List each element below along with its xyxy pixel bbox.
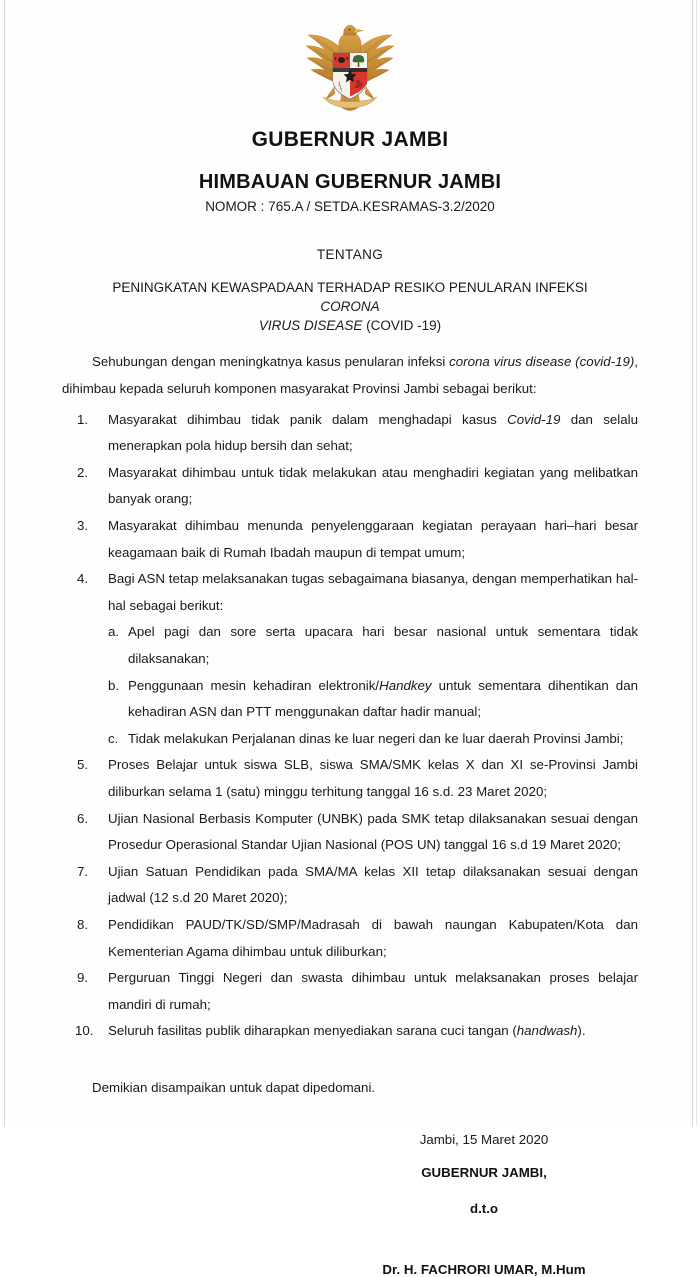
sub-list-item-marker: b. xyxy=(108,677,120,693)
sub-list-item-marker: c. xyxy=(108,730,119,746)
list-item xyxy=(62,965,638,1018)
subject-heading xyxy=(62,278,638,335)
subject-line1-italic: CORONA xyxy=(320,299,380,315)
document-title: HIMBAUAN GUBERNUR JAMBI xyxy=(198,171,502,193)
list-item-text-a: Bagi ASN tetap melaksanakan tugas sebagaimana biasanya, dengan memperhatikan hal-hal sebagai berikut: xyxy=(108,571,638,613)
subject-line2-italic: VIRUS DISEASE xyxy=(258,318,363,334)
list-item xyxy=(62,1018,638,1045)
office-heading: GUBERNUR JAMBI xyxy=(251,128,449,151)
list-item xyxy=(62,407,638,460)
intro-paragraph xyxy=(62,349,638,402)
closing-text: Demikian disampaikan untuk dapat dipedomani. xyxy=(92,1079,376,1095)
list-item xyxy=(62,912,638,965)
list-item xyxy=(62,513,638,566)
list-item-marker: 1. xyxy=(77,411,89,427)
subject-line1-plain: PENINGKATAN KEWASPADAAN TERHADAP RESIKO PENULARAN INFEKSI xyxy=(112,280,588,295)
signature-title: GUBERNUR JAMBI, xyxy=(421,1164,547,1180)
sub-list-item-marker: a. xyxy=(108,624,120,640)
list-item-text-a: Proses Belajar untuk siswa SLB, siswa SMA/SMK kelas X dan XI se-Provinsi Jambi diliburkan selama 1 (satu) minggu terhitung tanggal 16 s.d. 23 Maret 2020; xyxy=(108,757,638,799)
intro-part1: Sehubungan dengan meningkatnya kasus penularan infeksi xyxy=(92,354,450,370)
list-item-marker: 6. xyxy=(77,810,89,826)
list-item-text-a: Pendidikan PAUD/TK/SD/SMP/Madrasah di bawah naungan Kabupaten/Kota dan Kementerian Agama dihimbau untuk diliburkan; xyxy=(108,916,638,959)
sub-list-item-italic: Handkey xyxy=(379,677,432,693)
himbauan-list xyxy=(62,407,638,1045)
about-label: TENTANG xyxy=(316,247,384,262)
list-item-marker: 7. xyxy=(77,863,89,879)
intro-italic: corona virus disease (covid-19) xyxy=(449,354,635,370)
list-item-text-a: Perguruan Tinggi Negeri dan swasta dihimbau untuk melaksanakan proses belajar mandiri di rumah; xyxy=(108,970,638,1012)
list-item-text-a: Masyarakat dihimbau untuk tidak melakukan atau menghadiri kegiatan yang melibatkan banyak orang; xyxy=(108,464,638,507)
sub-list xyxy=(108,619,638,752)
sub-list-item-text-a: Penggunaan mesin kehadiran elektronik/ xyxy=(128,677,380,693)
sub-list-item xyxy=(108,673,638,726)
sub-list-item-text-a: Apel pagi dan sore serta upacara hari besar nasional untuk sementara tidak dilaksanakan; xyxy=(128,624,638,666)
emblem-container xyxy=(62,0,638,118)
list-item-text-a: Masyarakat dihimbau menunda penyelenggaraan kegiatan perayaan hari–hari besar keagamaan baik di Rumah Ibadah maupun di tempat umum; xyxy=(108,518,638,560)
list-item-text-b: dan selalu menerapkan pola hidup bersih dan sehat; xyxy=(108,411,638,454)
sub-list-item-text-a: Tidak melakukan Perjalanan dinas ke luar negeri dan ke luar daerah Provinsi Jambi; xyxy=(128,730,624,746)
signature-block xyxy=(334,1132,634,1277)
signature-name: Dr. H. FACHRORI UMAR, M.Hum xyxy=(382,1261,586,1277)
subject-line2-plain: (COVID -19) xyxy=(362,318,442,334)
list-item-marker: 5. xyxy=(77,757,89,773)
list-item-marker: 2. xyxy=(77,464,89,480)
intro-part2: , dihimbau kepada seluruh komponen masyarakat Provinsi Jambi sebagai berikut: xyxy=(62,354,638,397)
list-item-text-a: Ujian Nasional Berbasis Komputer (UNBK) pada SMK tetap dilaksanakan sesuai dengan Prosedur Operasional Standar Ujian Nasional (POS UN) tanggal 16 s.d 19 Maret 2020; xyxy=(108,810,638,853)
list-item-marker: 10. xyxy=(75,1023,94,1039)
list-item xyxy=(62,859,638,912)
signature-place-date: Jambi, 15 Maret 2020 xyxy=(419,1131,549,1147)
list-item-marker: 9. xyxy=(77,970,89,986)
garuda-pancasila-emblem xyxy=(297,20,403,118)
list-item-text-b: ). xyxy=(577,1023,586,1039)
list-item-text-a: Seluruh fasilitas publik diharapkan menyediakan sarana cuci tangan ( xyxy=(108,1023,517,1039)
list-item-marker: 3. xyxy=(77,518,89,534)
list-item-text-a: Ujian Satuan Pendidikan pada SMA/MA kelas XII tetap dilaksanakan sesuai dengan jadwal (12 s.d 20 Maret 2020); xyxy=(108,863,638,906)
list-item xyxy=(62,566,638,752)
list-item xyxy=(62,806,638,859)
list-item-italic: handwash xyxy=(516,1023,578,1039)
list-item-italic: Covid-19 xyxy=(507,411,561,427)
list-item-text-a: Masyarakat dihimbau tidak panik dalam menghadapi kasus xyxy=(108,411,508,427)
list-item xyxy=(62,460,638,513)
closing-paragraph xyxy=(62,1075,638,1102)
sub-list-item xyxy=(108,619,638,672)
document-number: NOMOR : 765.A / SETDA.KESRAMAS-3.2/2020 xyxy=(205,199,495,214)
signature-dto: d.t.o xyxy=(469,1200,499,1216)
list-item-marker: 8. xyxy=(77,916,89,932)
list-item xyxy=(62,752,638,805)
sub-list-item-text-b: untuk sementara dihentikan dan kehadiran ASN dan PTT menggunakan daftar hadir manual; xyxy=(128,677,638,720)
list-item-marker: 4. xyxy=(77,571,89,587)
sub-list-item xyxy=(108,726,638,753)
